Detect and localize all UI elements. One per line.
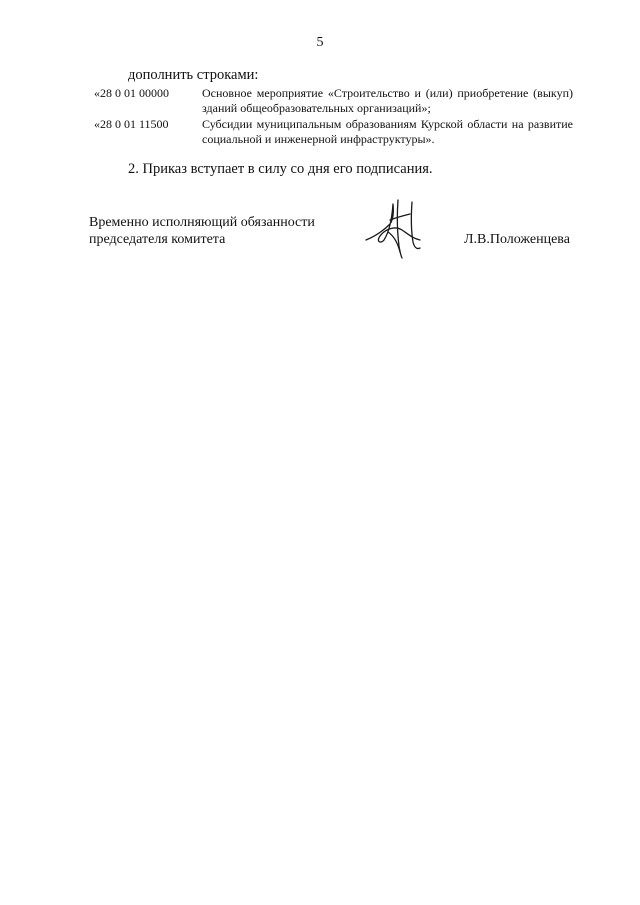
row-code: «28 0 01 11500 <box>94 117 169 131</box>
signer-name: Л.В.Положенцева <box>464 232 570 247</box>
row-code: «28 0 01 00000 <box>94 86 169 100</box>
code-row <box>94 86 574 116</box>
handwritten-signature <box>362 196 442 267</box>
code-row <box>94 117 574 147</box>
row-description: Субсидии муниципальным образованиям Курской области на развитие социальной и инженерной инфраструктуры». <box>202 117 573 146</box>
page-number: 5 <box>316 35 324 50</box>
clause-2: 2. Приказ вступает в силу со дня его подписания. <box>128 161 433 177</box>
row-description: Основное мероприятие «Строительство и (или) приобретение (выкуп) зданий общеобразовательных организаций»; <box>202 86 573 115</box>
signer-position <box>89 214 315 248</box>
signer-position-line-1: Временно исполняющий обязанности <box>89 215 315 230</box>
signer-position-line-2: председателя комитета <box>89 232 226 247</box>
intro-text: дополнить строками: <box>128 67 259 83</box>
